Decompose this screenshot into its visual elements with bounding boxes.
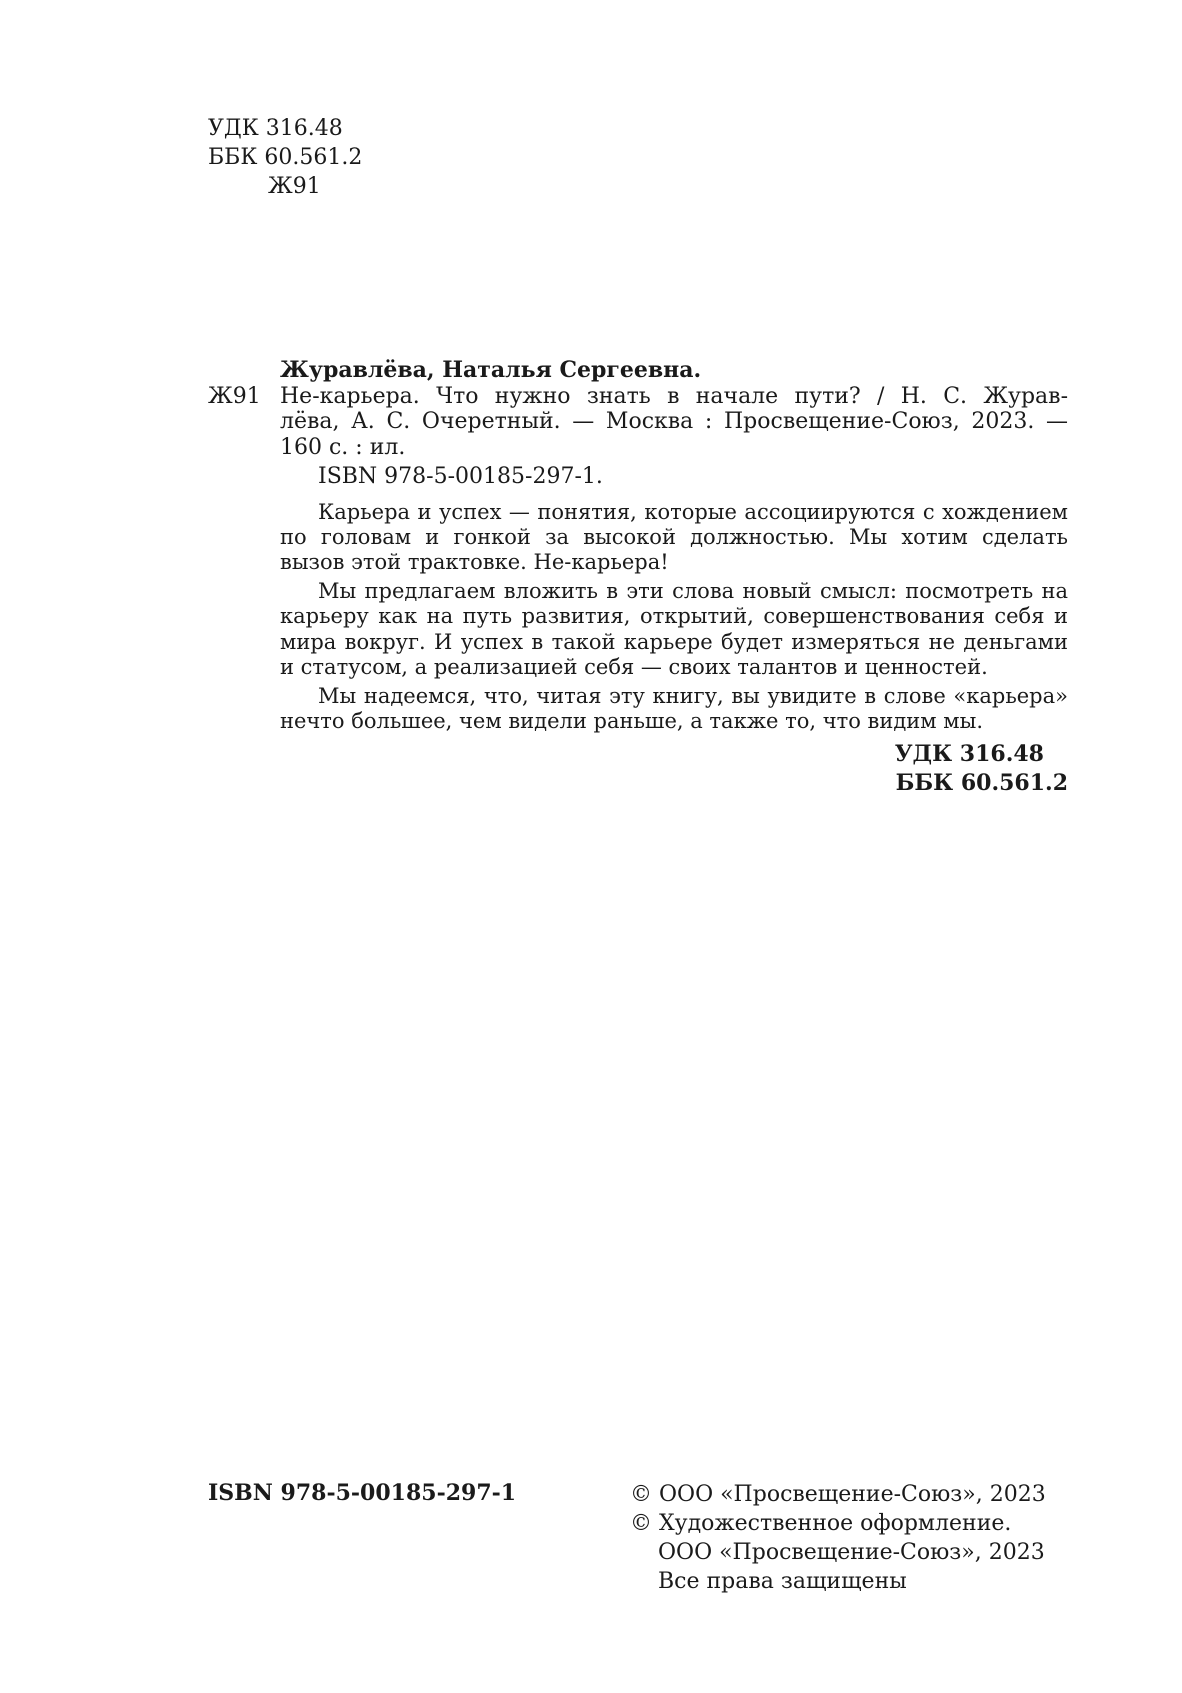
entry-title-line-3: 160 с. : ил. bbox=[280, 434, 406, 460]
entry-title-line-2: лёва, А. С. Очеретный. — Москва : Просвещение-Союз, 2023. — bbox=[280, 409, 1068, 434]
entry-title-line-1: Не-карьера. Что нужно знать в начале пути? / Н. С. Журав- bbox=[280, 383, 1068, 409]
abstract-paragraph: Мы надеемся, что, читая эту книгу, вы увидите в слове «карьера» нечто большее, чем видели раньше, а также то, что видим мы. bbox=[280, 683, 1068, 734]
entry-author: Журавлёва, Наталья Сергеевна. bbox=[280, 357, 702, 383]
entry-title-row-2 bbox=[208, 409, 1068, 435]
copyright-line: © Художественное оформление. bbox=[630, 1511, 1012, 1536]
author-code: Ж91 bbox=[268, 174, 321, 199]
entry-title-row bbox=[208, 384, 1068, 410]
udk-code-bottom: УДК 316.48 bbox=[894, 741, 1044, 768]
udk-code: УДК 316.48 bbox=[208, 116, 343, 141]
copyright-line: © ООО «Просвещение-Союз», 2023 bbox=[630, 1482, 1046, 1507]
bbk-code: ББК 60.561.2 bbox=[208, 145, 363, 170]
entry-isbn: ISBN 978-5-00185-297-1. bbox=[318, 464, 603, 489]
bbk-code-bottom: ББК 60.561.2 bbox=[895, 770, 1068, 797]
footer-isbn: ISBN 978-5-00185-297-1 bbox=[208, 1480, 517, 1506]
bibliographic-entry bbox=[208, 358, 1068, 798]
copyright-block bbox=[630, 1480, 1090, 1596]
abstract-paragraph: Карьера и успех — понятия, которые ассоциируются с хождением по головам и гонкой за высокой должностью. Мы хотим сделать вызов этой трактовке. Не-карьера! bbox=[280, 499, 1068, 574]
abstract bbox=[280, 500, 1068, 735]
copyright-line: ООО «Просвещение-Союз», 2023 bbox=[658, 1540, 1045, 1565]
entry-code: Ж91 bbox=[208, 383, 261, 409]
abstract-paragraph: Мы предлагаем вложить в эти слова новый смысл: посмотреть на карьеру как на путь развития, открытий, совершенствования себя и мира вокруг. И успех в такой карьере будет измеряться не деньгами и статусом, а реализацией себя — своих талантов и ценностей. bbox=[280, 579, 1068, 679]
classification-index-bottom bbox=[208, 740, 1068, 798]
classification-index-top bbox=[208, 114, 362, 201]
rights-reserved: Все права защищены bbox=[658, 1569, 907, 1594]
